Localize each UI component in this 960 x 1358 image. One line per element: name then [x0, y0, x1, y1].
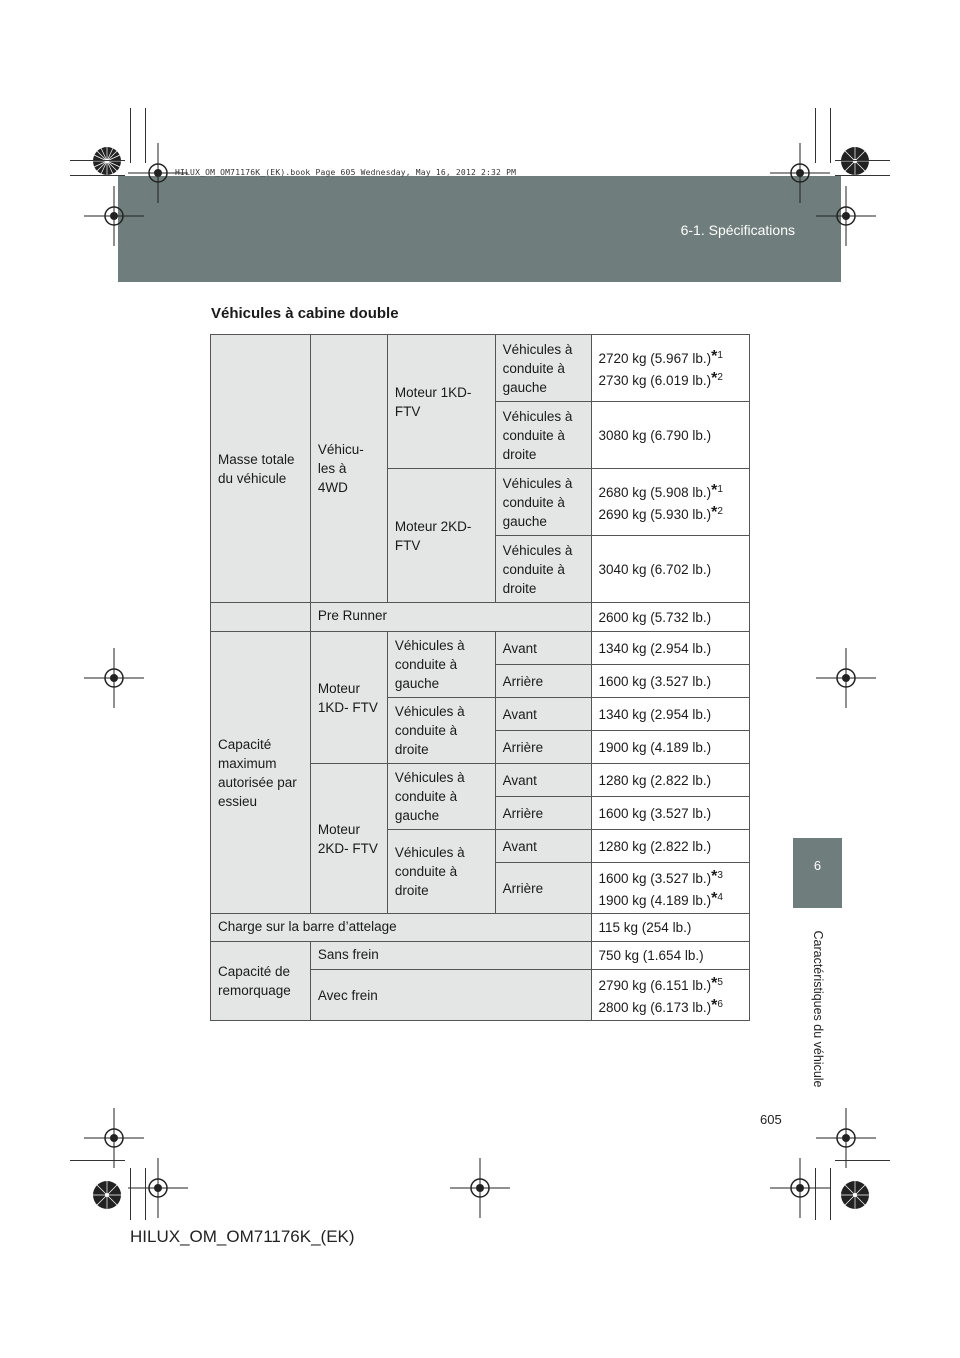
- cell-mass-value: 3040 kg (6.702 lb.): [591, 536, 749, 603]
- chapter-tab: 6: [793, 838, 842, 908]
- header-section-label: 6-1. Spécifications: [680, 222, 795, 238]
- footnote-star: *: [711, 348, 718, 365]
- footnote-number: 1: [717, 484, 723, 495]
- cell-sans-frein: Sans frein: [310, 942, 591, 970]
- cell-axle-value: 1600 kg (3.527 lb.): [591, 797, 749, 830]
- crop-line: [815, 108, 816, 163]
- crop-line: [145, 108, 146, 163]
- page-number: 605: [760, 1112, 782, 1127]
- footnote-number: 5: [717, 977, 723, 988]
- registration-mark-left-top: [84, 186, 144, 246]
- crop-line: [145, 1168, 146, 1220]
- value-text: 1600 kg (3.527 lb.): [598, 871, 712, 886]
- cell-axle-value: 1900 kg (4.189 lb.): [591, 731, 749, 764]
- cell-arriere: Arrière: [495, 863, 591, 914]
- crop-line: [830, 108, 831, 163]
- cell-empty: [211, 603, 311, 632]
- value-text: 2720 kg (5.967 lb.): [598, 351, 712, 366]
- cell-avant: Avant: [495, 764, 591, 797]
- cell-towing-value: [591, 970, 749, 1021]
- cell-conduite-droite: Véhicules à conduite à droite: [495, 536, 591, 603]
- footnote-star: *: [711, 997, 718, 1014]
- cell-arriere: Arrière: [495, 731, 591, 764]
- footnote-star: *: [711, 975, 718, 992]
- table-row: [211, 603, 750, 632]
- footnote-number: 6: [717, 999, 723, 1010]
- cell-avant: Avant: [495, 698, 591, 731]
- footnote-number: 4: [717, 892, 723, 903]
- cell-moteur-1kd: Moteur 1KD- FTV: [310, 632, 387, 764]
- table-row: [211, 914, 750, 942]
- chapter-title-vertical: [808, 912, 828, 1112]
- cell-conduite-gauche: Véhicules à conduite à gauche: [495, 335, 591, 402]
- cell-moteur-2kd: Moteur 2KD- FTV: [310, 764, 387, 914]
- value-text: 1900 kg (4.189 lb.): [598, 893, 712, 908]
- crop-line: [70, 175, 125, 176]
- table-row: [211, 632, 750, 665]
- footnote-number: 2: [717, 372, 723, 383]
- color-wheel-mark-bottom-left: [92, 1180, 122, 1210]
- cell-moteur-2kd: Moteur 2KD-FTV: [387, 469, 495, 603]
- registration-mark-right-top: [816, 186, 876, 246]
- cell-mass-value: 2600 kg (5.732 lb.): [591, 603, 749, 632]
- registration-mark-right-mid: [816, 648, 876, 708]
- cell-towing-value: 750 kg (1.654 lb.): [591, 942, 749, 970]
- footnote-number: 3: [717, 870, 723, 881]
- crop-line: [130, 108, 131, 163]
- cell-conduite-gauche: Véhicules à conduite à gauche: [495, 469, 591, 536]
- footer-document-code: HILUX_OM_OM71176K_(EK): [130, 1227, 355, 1246]
- value-text: 2790 kg (6.151 lb.): [598, 978, 712, 993]
- cell-pre-runner: Pre Runner: [310, 603, 591, 632]
- cell-mass-value: [591, 469, 749, 536]
- cell-axle-value: 1600 kg (3.527 lb.): [591, 665, 749, 698]
- cell-arriere: Arrière: [495, 797, 591, 830]
- crop-line: [835, 1160, 890, 1161]
- footnote-star: *: [711, 370, 718, 387]
- registration-mark-bottom-1: [128, 1158, 188, 1218]
- cell-conduite-droite: Véhicules à conduite à droite: [495, 402, 591, 469]
- cell-axle-value: 1280 kg (2.822 lb.): [591, 764, 749, 797]
- color-wheel-mark-top-left: [92, 146, 122, 176]
- footnote-star: *: [711, 890, 718, 907]
- footnote-star: *: [711, 482, 718, 499]
- color-wheel-mark-bottom-right: [840, 1180, 870, 1210]
- crop-line: [835, 160, 890, 161]
- crop-line: [815, 1168, 816, 1220]
- registration-mark-left-mid: [84, 648, 144, 708]
- color-wheel-mark-top-right: [840, 146, 870, 176]
- cell-avec-frein: Avec frein: [310, 970, 591, 1021]
- spec-table: [210, 334, 750, 1021]
- cell-mass-value: 3080 kg (6.790 lb.): [591, 402, 749, 469]
- cell-axle-value: 1340 kg (2.954 lb.): [591, 698, 749, 731]
- chapter-title-text: Caractéristiques du véhicule: [811, 930, 825, 1088]
- cell-arriere: Arrière: [495, 665, 591, 698]
- footnote-star: *: [711, 868, 718, 885]
- cell-vehicules-4wd: Véhicu- les à 4WD: [310, 335, 387, 603]
- cell-charge-value: 115 kg (254 lb.): [591, 914, 749, 942]
- cell-mass-value: [591, 335, 749, 402]
- crop-line: [70, 160, 125, 161]
- footnote-star: *: [711, 504, 718, 521]
- footnote-number: 1: [717, 350, 723, 361]
- table-row: [211, 335, 750, 402]
- cell-moteur-1kd: Moteur 1KD-FTV: [387, 335, 495, 469]
- table-row: [211, 942, 750, 970]
- value-text: 2800 kg (6.173 lb.): [598, 1000, 712, 1015]
- cell-conduite-droite: Véhicules à conduite à droite: [387, 698, 495, 764]
- crop-line: [70, 1160, 125, 1161]
- crop-line: [835, 175, 890, 176]
- value-text: 2690 kg (5.930 lb.): [598, 507, 712, 522]
- cell-axle-value: 1340 kg (2.954 lb.): [591, 632, 749, 665]
- cell-avant: Avant: [495, 830, 591, 863]
- footnote-number: 2: [717, 506, 723, 517]
- cell-axle-value: [591, 863, 749, 914]
- cell-axle-value: 1280 kg (2.822 lb.): [591, 830, 749, 863]
- cell-capacite-remorquage: Capacité de remorquage: [211, 942, 311, 1021]
- crop-line: [830, 1168, 831, 1220]
- cell-conduite-gauche: Véhicules à conduite à gauche: [387, 632, 495, 698]
- cell-conduite-gauche: Véhicules à conduite à gauche: [387, 764, 495, 830]
- cell-charge-attelage: Charge sur la barre d’attelage: [211, 914, 592, 942]
- registration-mark-bottom-2: [770, 1158, 830, 1218]
- book-info-line: HILUX_OM_OM71176K_(EK).book Page 605 Wednesday, May 16, 2012 2:32 PM: [175, 168, 517, 177]
- value-text: 2730 kg (6.019 lb.): [598, 373, 712, 388]
- crop-line: [130, 1168, 131, 1220]
- value-text: 2680 kg (5.908 lb.): [598, 485, 712, 500]
- cell-avant: Avant: [495, 632, 591, 665]
- cell-masse-totale: Masse totale du véhicule: [211, 335, 311, 603]
- cell-capacite-essieu: Capacité maximum autorisée par essieu: [211, 632, 311, 914]
- section-title: Véhicules à cabine double: [211, 305, 399, 322]
- cell-conduite-droite: Véhicules à conduite à droite: [387, 830, 495, 914]
- registration-mark-bottom-center: [450, 1158, 510, 1218]
